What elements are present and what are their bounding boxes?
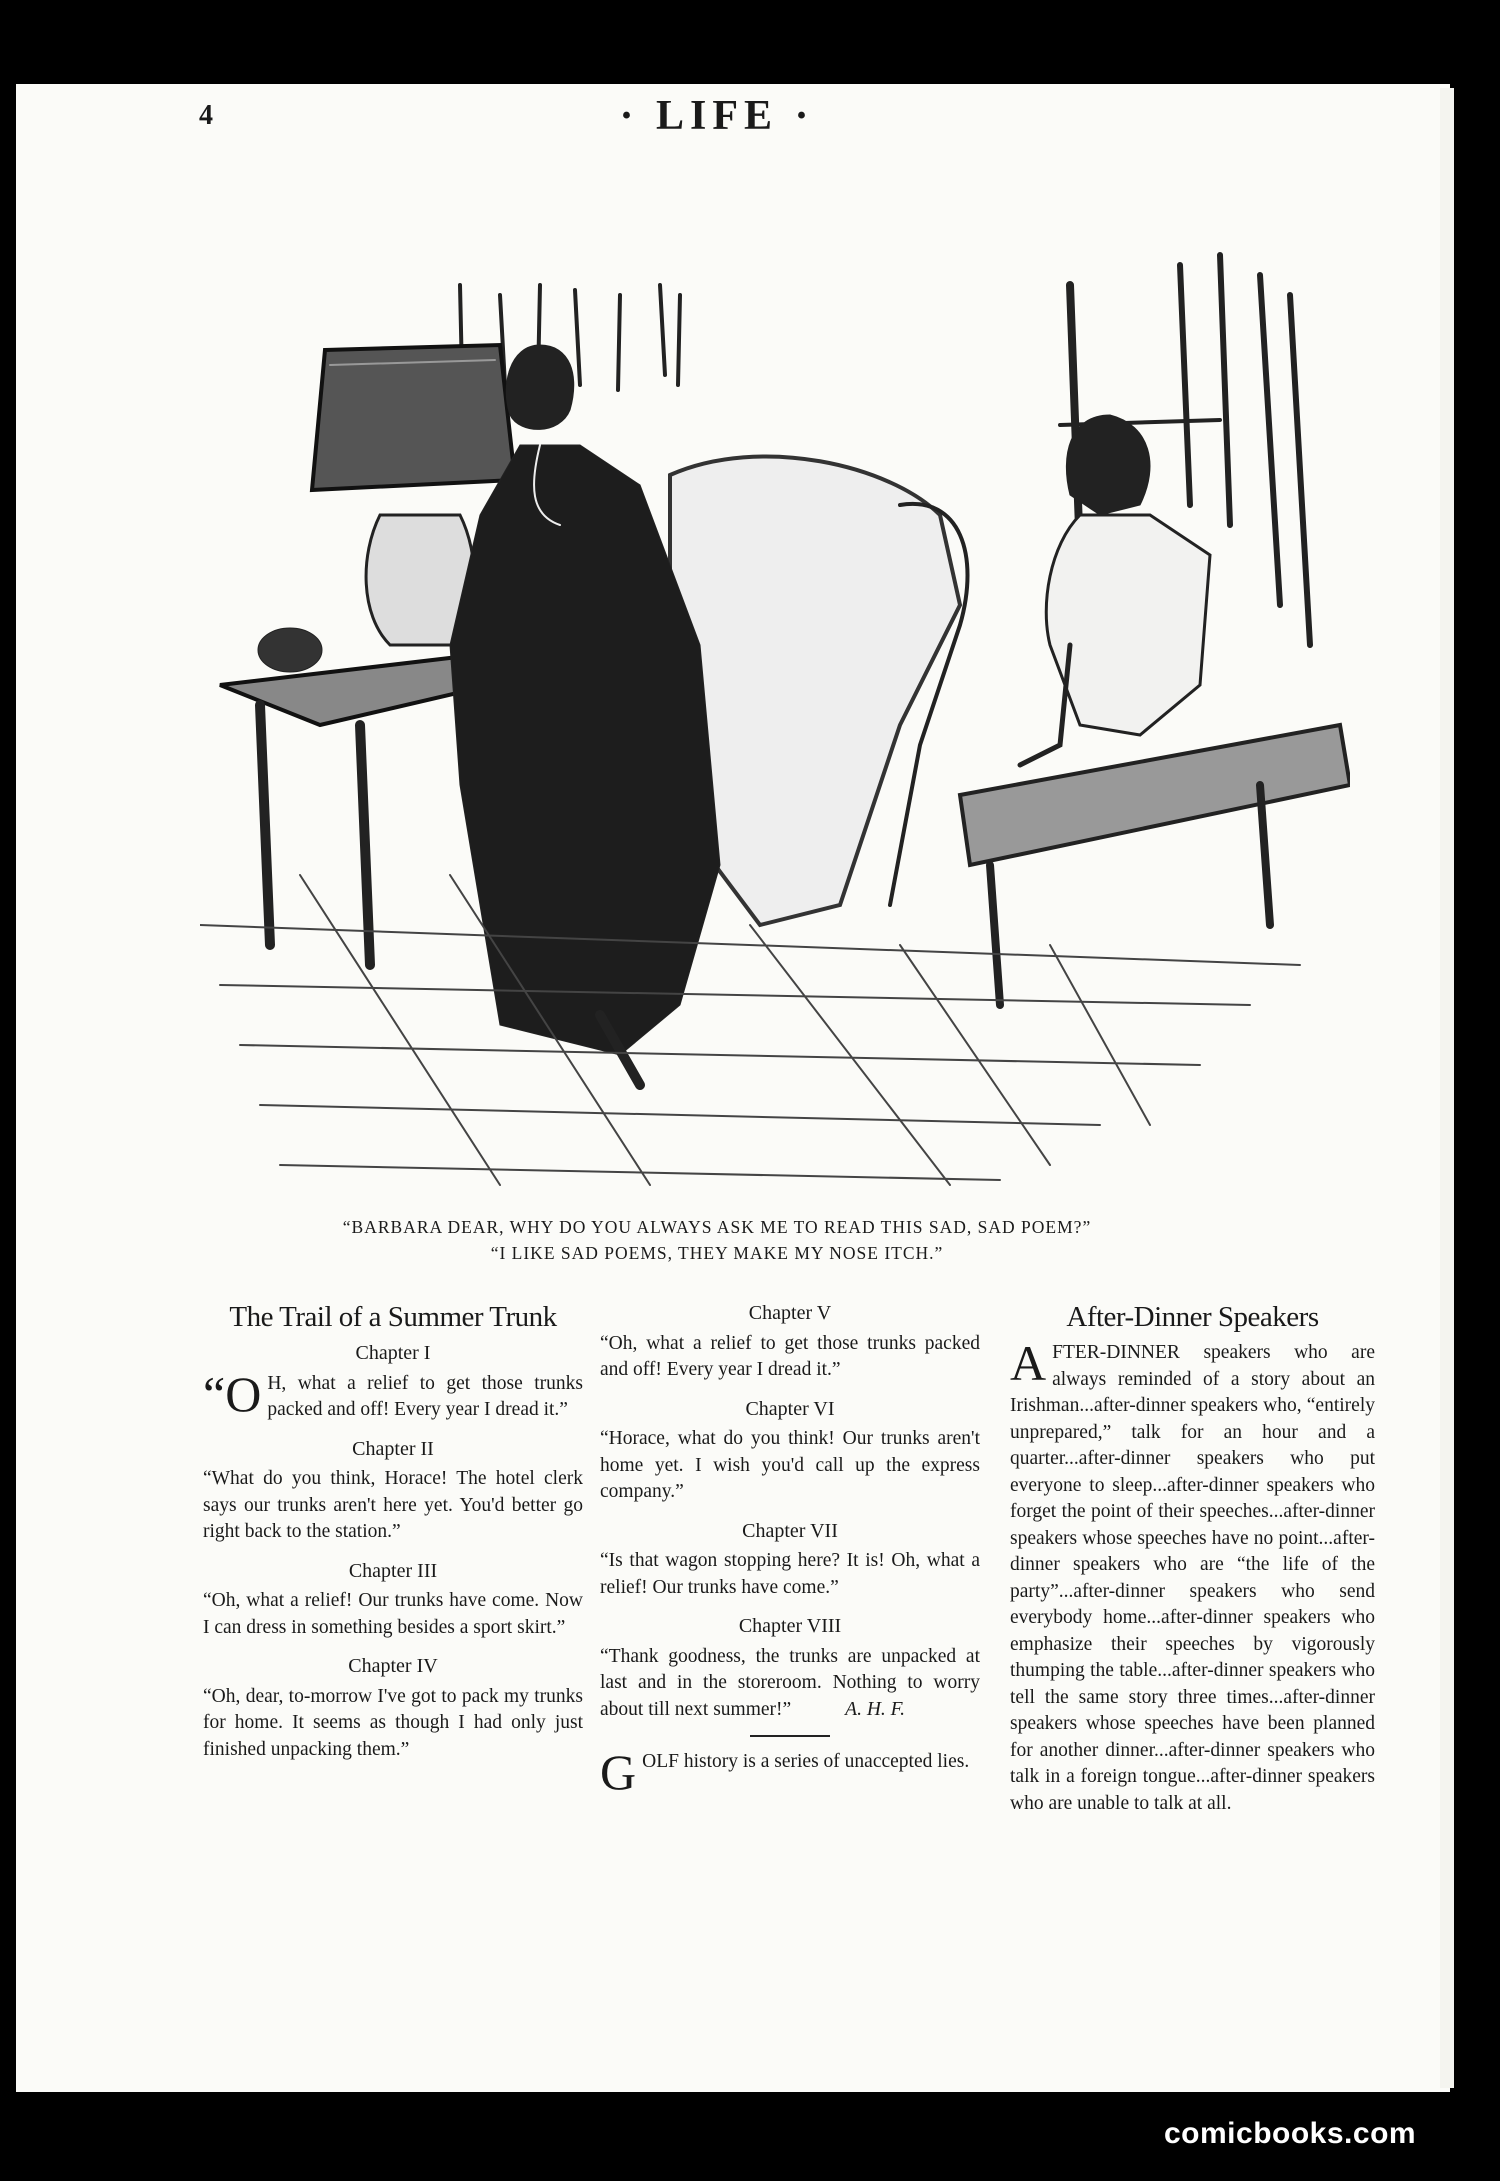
site-watermark: comicbooks.com [1164,2117,1417,2150]
column-1 [203,1300,583,1775]
caption-line-1: “BARBARA DEAR, WHY DO YOU ALWAYS ASK ME TO READ THIS SAD, SAD POEM?” [342,1217,1092,1237]
chapter-heading: Chapter VIII [738,1615,842,1637]
page-number: 4 [199,100,213,131]
column-2 [600,1300,980,1800]
drop-cap: G [600,1744,637,1800]
page-edge [1440,88,1454,2088]
chapter-text: “Oh, what a relief to get those trunks packed and off! Every year I dread it.” [600,1332,980,1380]
chapter-text: “Is that wagon stopping here? It is! Oh, what a relief! Our trunks have come.” [600,1550,980,1598]
chapter-text: “Horace, what do you think! Our trunks aren't home yet. I wish you'd call up the express company.” [600,1428,980,1502]
masthead: · LIFE · [619,93,815,139]
chapter-heading: Chapter IV [348,1655,438,1677]
chapter-text: “Thank goodness, the trunks are unpacked at last and in the storeroom. Nothing to worry about till next summer!” A. H. F. [600,1645,980,1720]
author-signature: A. H. F. [845,1698,905,1720]
chapter-text: “What do you think, Horace! The hotel clerk says our trunks aren't here yet. You'd better go right back to the station.” [203,1468,583,1542]
drop-cap: A [1010,1335,1047,1391]
chapter-heading: Chapter V [748,1302,832,1324]
golf-quip: GOLF history is a series of unaccepted lies. [600,1744,970,1800]
cartoon-illustration [200,225,1350,1210]
chapter-text: “Oh, dear, to-morrow I've got to pack my trunks for home. It seems as though I had only just finished unpacking them.” [203,1685,583,1760]
story-title: After-Dinner Speakers [1066,1301,1319,1333]
story-text: AFTER-DINNER speakers who are always reminded of a story about an Irishman...after-dinner speakers who, “entirely unprepared,” talk for an hour and a quarter...after-dinner speakers who put everyone to sleep...after-dinner speakers who forget the point of their speeches...after-dinner speakers whose speeches have no point...after-dinner speakers who are “the life of the party”...after-dinner speakers who send everybody home...after-dinner speakers who emphasize their speeches by vigorously thumping the table...after-dinner speakers who tell the same story three times...after-dinner speakers whose speeches have been planned for another dinner...after-dinner speakers who talk in a foreign tongue...after-dinner speakers who are unable to talk at all. [1010,1335,1375,1814]
cartoon-caption [0,1214,1434,1266]
chapter-heading: Chapter II [352,1437,434,1460]
chapter-heading: Chapter I [355,1342,431,1364]
drop-cap: “O [203,1365,262,1422]
chapter-text: “O H, what a relief to get those trunks packed and off! Every year I dread it.” [203,1365,583,1422]
story-title: The Trail of a Summer Trunk [229,1301,557,1333]
chapter-text: “Oh, what a relief! Our trunks have come. Now I can dress in something besides a sport skirt.” [203,1590,583,1638]
chapter-heading: Chapter III [348,1559,438,1582]
chapter-heading: Chapter VI [745,1397,835,1420]
column-3 [1010,1300,1375,1829]
section-divider [750,1735,830,1737]
chapter-heading: Chapter VII [742,1519,838,1542]
caption-line-2: “I LIKE SAD POEMS, THEY MAKE MY NOSE ITCH.” [490,1243,944,1263]
